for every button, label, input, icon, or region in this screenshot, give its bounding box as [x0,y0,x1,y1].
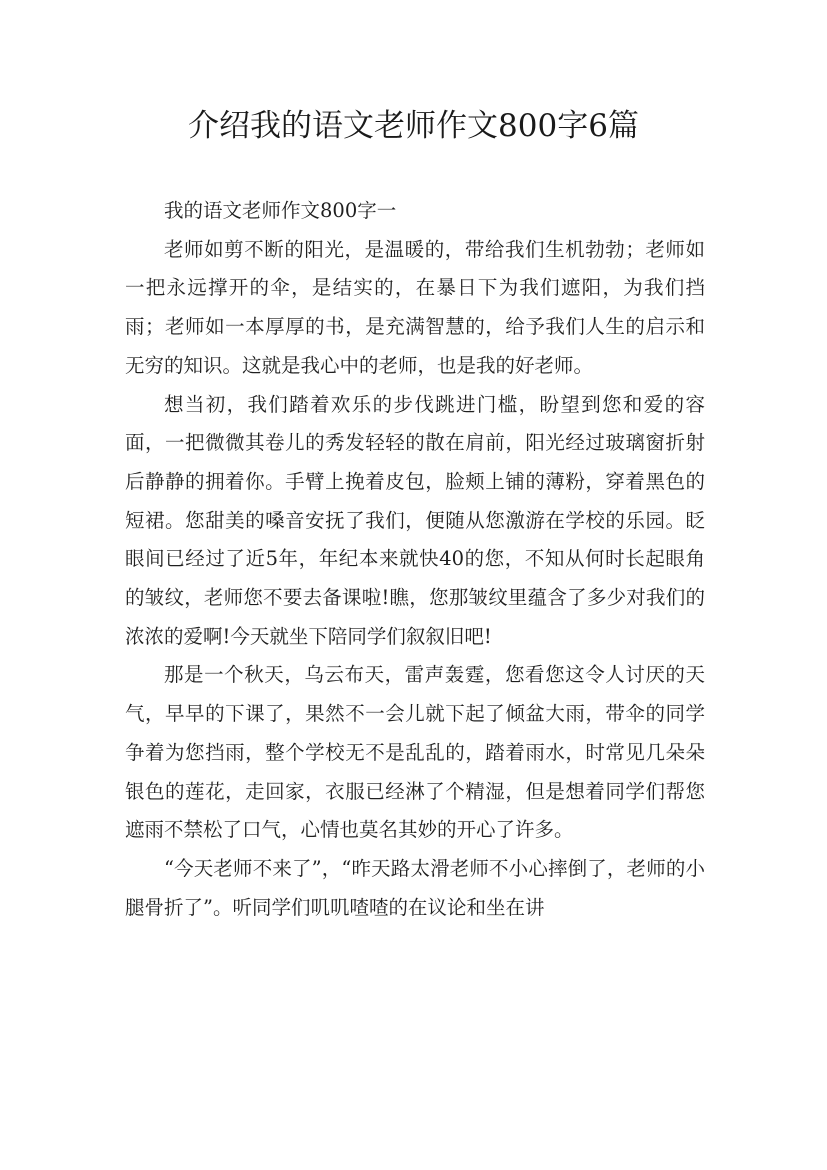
section-subheading: 我的语文老师作文800字一 [164,199,397,222]
paragraph: “今天老师不来了”，“昨天路太滑老师不小心摔倒了，老师的小腿骨折了”。听同学们叽叽喳喳的在议论和坐在讲 [125,856,705,919]
paragraph: 想当初，我们踏着欢乐的步伐跳进门槛，盼望到您和爱的容面，一把微微其卷儿的秀发轻轻的散在肩前，阳光经过玻璃窗折射后静静的拥着你。手臂上挽着皮包，脸颊上铺的薄粉，穿着黑色的短裙。您甜美的嗓音安抚了我们，便随从您激游在学校的乐园。眨眼间已经过了近5年，年纪本来就快40的您，不知从何时长起眼角的皱纹，老师您不要去备课啦!瞧，您那皱纹里蕴含了多少对我们的浓浓的爱啊!今天就坐下陪同学们叙叙旧吧! [125,392,705,648]
paragraph: 老师如剪不断的阳光，是温暖的，带给我们生机勃勃；老师如一把永远撑开的伞，是结实的，在暴日下为我们遮阳，为我们挡雨；老师如一本厚厚的书，是充满智慧的，给予我们人生的启示和无穷的知识。这就是我心中的老师，也是我的好老师。 [125,237,705,377]
paragraph: 那是一个秋天，乌云布天，雷声轰霆，您看您这令人讨厌的天气，早早的下课了，果然不一会儿就下起了倾盆大雨，带伞的同学争着为您挡雨，整个学校无不是乱乱的，踏着雨水，时常见几朵朵银色的莲花，走回家，衣服已经淋了个精湿，但是想着同学们帮您遮雨不禁松了口气，心情也莫名其妙的开心了许多。 [125,663,705,842]
document-body [125,192,705,927]
document-title: 介绍我的语文老师作文800字6篇 [188,108,639,144]
